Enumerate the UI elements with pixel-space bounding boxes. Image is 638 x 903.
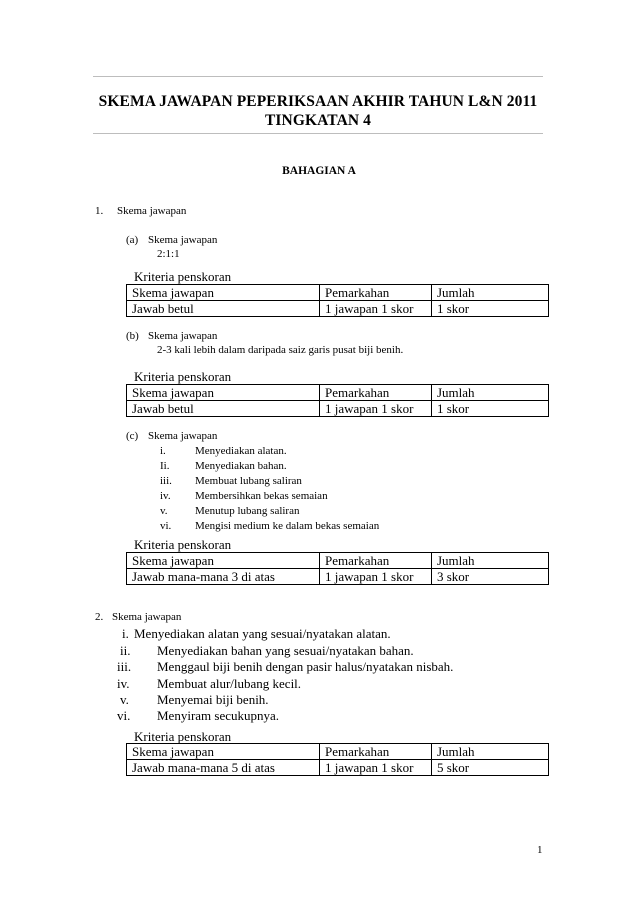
table-cell: Jawab mana-mana 3 di atas	[127, 569, 320, 585]
q2-item-text: Menggaul biji benih dengan pasir halus/nyatakan nisbah.	[157, 659, 454, 674]
table-row	[127, 569, 549, 585]
q1b-answer: 2-3 kali lebih dalam daripada saiz garis pusat biji benih.	[157, 344, 404, 356]
q1c-item-text: Membersihkan bekas semaian	[195, 490, 328, 502]
table-header-cell: Skema jawapan	[127, 285, 320, 301]
q1c-item-num: iv.	[160, 490, 171, 502]
q1c-criteria-title: Kriteria penskoran	[134, 537, 232, 552]
q1-number: 1.	[95, 205, 104, 217]
q1c-item-text: Menyediakan alatan.	[195, 445, 287, 457]
q1c-item-num: vi.	[160, 520, 172, 532]
table-header-cell: Jumlah	[432, 744, 549, 760]
table-header-cell: Jumlah	[432, 385, 549, 401]
q1a-score-table	[126, 284, 549, 317]
q1c-item-num: i.	[160, 445, 166, 457]
table-header-row	[127, 744, 549, 760]
table-header-cell: Pemarkahan	[320, 285, 432, 301]
table-header-cell: Skema jawapan	[127, 744, 320, 760]
q1a-marker: (a)	[126, 234, 139, 246]
q1c-item-num: v.	[160, 505, 168, 517]
q2-criteria-title: Kriteria penskoran	[134, 729, 232, 744]
q1a-label: Skema jawapan	[148, 234, 218, 246]
table-cell: Jawab mana-mana 5 di atas	[127, 760, 320, 776]
q1a-answer: 2:1:1	[157, 248, 180, 260]
page-title-line2: TINGKATAN 4	[264, 112, 372, 129]
q2-item-num: ii.	[120, 643, 131, 658]
q1c-item-text: Menutup lubang saliran	[195, 505, 300, 517]
table-header-cell: Skema jawapan	[127, 385, 320, 401]
table-header-row	[127, 385, 549, 401]
q2-item-text: Menyediakan bahan yang sesuai/nyatakan bahan.	[157, 643, 414, 658]
q2-item-num: vi.	[117, 708, 131, 723]
section-heading: BAHAGIAN A	[282, 165, 356, 177]
q2-item-num: v.	[120, 692, 129, 707]
table-cell: 1 jawapan 1 skor	[320, 569, 432, 585]
table-cell: 1 jawapan 1 skor	[320, 301, 432, 317]
table-header-cell: Pemarkahan	[320, 553, 432, 569]
q1c-item-num: Ii.	[160, 460, 170, 472]
table-header-cell: Jumlah	[432, 553, 549, 569]
table-row	[127, 760, 549, 776]
q1c-item-text: Mengisi medium ke dalam bekas semaian	[195, 520, 380, 532]
table-header-cell: Skema jawapan	[127, 553, 320, 569]
table-cell: 1 jawapan 1 skor	[320, 401, 432, 417]
table-header-cell: Pemarkahan	[320, 385, 432, 401]
q1b-label: Skema jawapan	[148, 330, 218, 342]
q1a-criteria-title: Kriteria penskoran	[134, 269, 232, 284]
q2-item-num: iii.	[117, 659, 132, 674]
q2-item-num: i.	[122, 626, 129, 641]
q2-item-text: Menyemai biji benih.	[157, 692, 269, 707]
table-cell: 1 skor	[432, 301, 549, 317]
q1-label: Skema jawapan	[117, 205, 187, 217]
q1c-item-text: Menyediakan bahan.	[195, 460, 287, 472]
page-number: 1	[537, 844, 543, 856]
q2-item-num: iv.	[117, 676, 130, 691]
q1b-score-table	[126, 384, 549, 417]
q1b-marker: (b)	[126, 330, 139, 342]
q2-label: Skema jawapan	[112, 611, 182, 623]
table-header-cell: Jumlah	[432, 285, 549, 301]
q2-number: 2.	[95, 611, 104, 623]
q2-item-text: Membuat alur/lubang kecil.	[157, 676, 302, 691]
table-cell: 1 jawapan 1 skor	[320, 760, 432, 776]
q1c-item-text: Membuat lubang saliran	[195, 475, 302, 487]
table-cell: 3 skor	[432, 569, 549, 585]
table-header-row	[127, 285, 549, 301]
q2-item-text: Menyiram secukupnya.	[157, 708, 280, 723]
q2-score-table	[126, 743, 549, 776]
table-header-cell: Pemarkahan	[320, 744, 432, 760]
table-row	[127, 301, 549, 317]
page-title-line1: SKEMA JAWAPAN PEPERIKSAAN AKHIR TAHUN L&N 2011	[98, 93, 538, 110]
q1c-marker: (c)	[126, 430, 139, 442]
table-cell: 1 skor	[432, 401, 549, 417]
table-cell: Jawab betul	[127, 401, 320, 417]
bottom-rule	[93, 133, 543, 134]
top-rule	[93, 76, 543, 77]
table-row	[127, 401, 549, 417]
q1c-item-num: iii.	[160, 475, 172, 487]
q1c-label: Skema jawapan	[148, 430, 218, 442]
q2-item-text: Menyediakan alatan yang sesuai/nyatakan alatan.	[134, 626, 391, 641]
table-cell: 5 skor	[432, 760, 549, 776]
q1c-score-table	[126, 552, 549, 585]
q1b-criteria-title: Kriteria penskoran	[134, 369, 232, 384]
table-cell: Jawab betul	[127, 301, 320, 317]
table-header-row	[127, 553, 549, 569]
